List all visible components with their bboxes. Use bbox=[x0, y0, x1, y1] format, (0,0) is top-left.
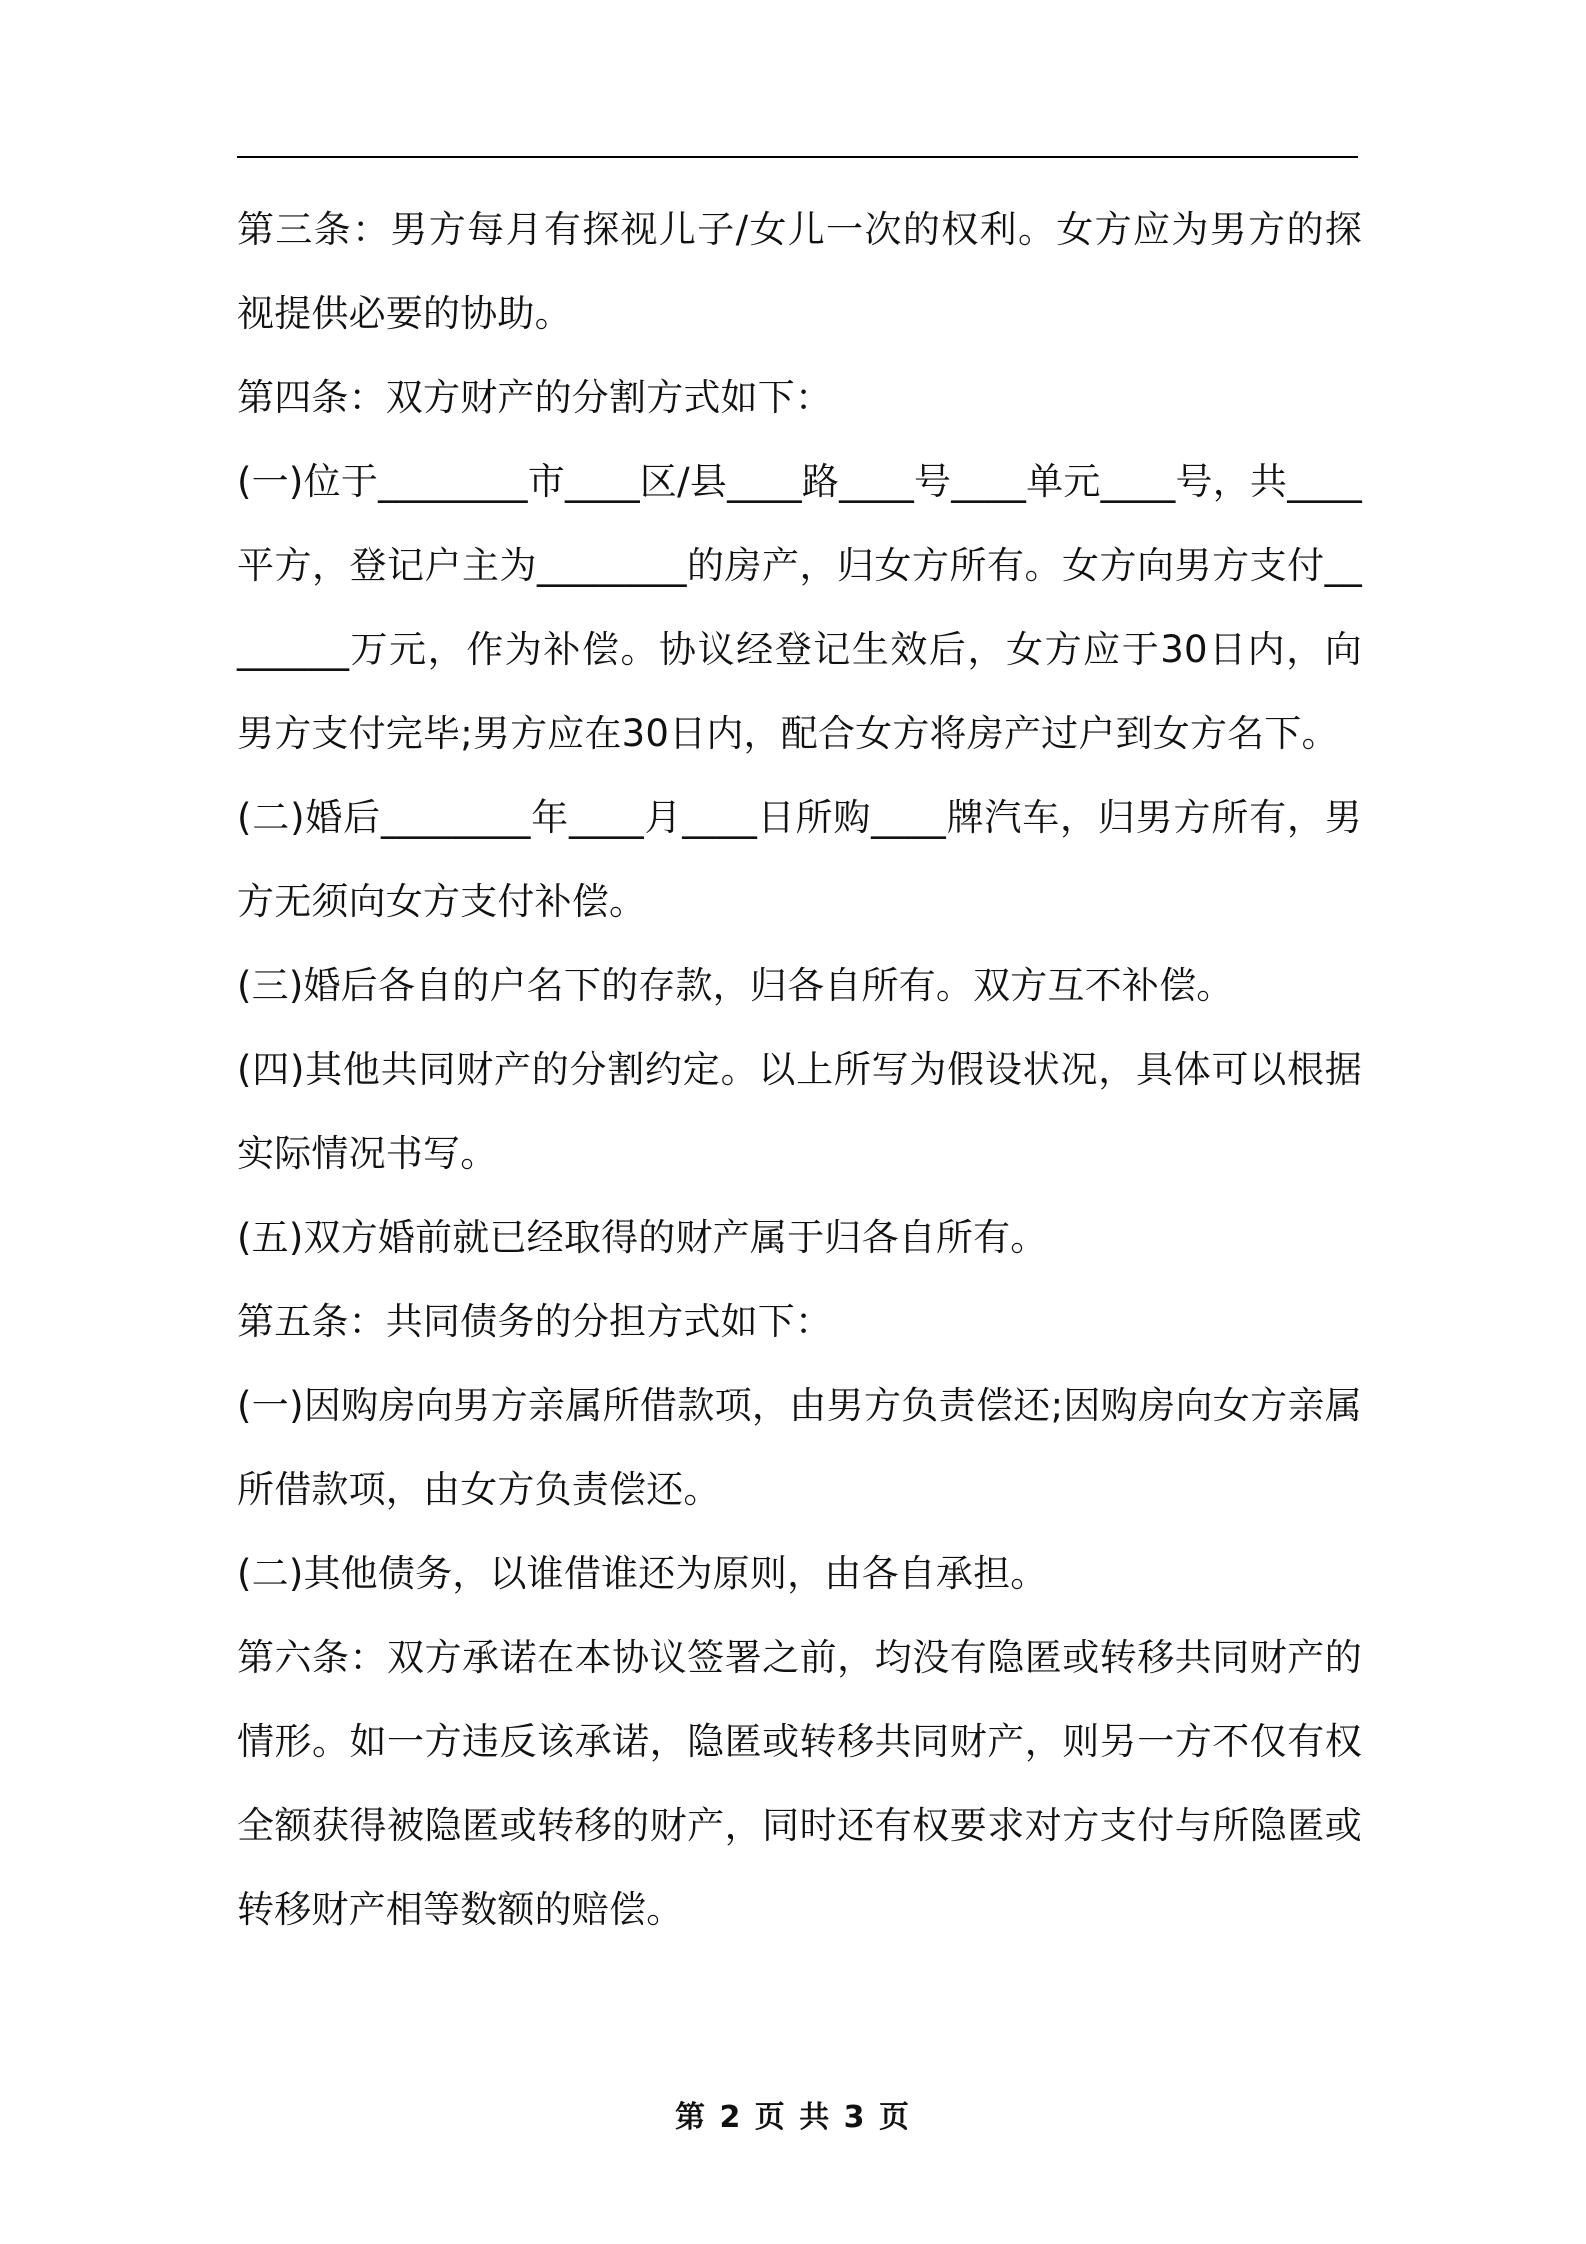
document-body bbox=[237, 188, 1362, 1952]
page-number-footer: 第 2 页 共 3 页 bbox=[675, 2100, 911, 2135]
paragraph-article-4-item-2: (二)婚后________年____月____日所购____牌汽车，归男方所有，男方无须向女方支付补偿。 bbox=[237, 796, 1362, 923]
paragraph-article-5-item-2: (二)其他债务，以谁借谁还为原则，由各自承担。 bbox=[237, 1552, 1048, 1595]
paragraph-article-5: 第五条：共同债务的分担方式如下： bbox=[237, 1300, 833, 1343]
paragraph-article-4-item-3: (三)婚后各自的户名下的存款，归各自所有。双方互不补偿。 bbox=[237, 964, 1234, 1007]
header-rule bbox=[237, 156, 1358, 158]
paragraph-article-5-item-1: (一)因购房向男方亲属所借款项，由男方负责偿还;因购房向女方亲属所借款项，由女方负责偿还。 bbox=[237, 1384, 1362, 1511]
paragraph-article-4-item-1: (一)位于________市____区/县____路____号____单元____号，共____平方，登记户主为________的房产，归女方所有。女方向男方支付________万元，作为补偿。协议经登记生效后，女方应于30日内，向男方支付完毕;男方应在30日内，配合女方将房产过户到女方名下。 bbox=[237, 460, 1362, 755]
paragraph-article-4: 第四条：双方财产的分割方式如下： bbox=[237, 376, 833, 419]
paragraph-article-6: 第六条：双方承诺在本协议签署之前，均没有隐匿或转移共同财产的情形。如一方违反该承诺，隐匿或转移共同财产，则另一方不仅有权全额获得被隐匿或转移的财产，同时还有权要求对方支付与所隐匿或转移财产相等数额的赔偿。 bbox=[237, 1636, 1362, 1931]
paragraph-article-4-item-4: (四)其他共同财产的分割约定。以上所写为假设状况，具体可以根据实际情况书写。 bbox=[237, 1048, 1362, 1175]
paragraph-article-4-item-5: (五)双方婚前就已经取得的财产属于归各自所有。 bbox=[237, 1216, 1048, 1259]
paragraph-article-3: 第三条：男方每月有探视儿子/女儿一次的权利。女方应为男方的探视提供必要的协助。 bbox=[237, 208, 1362, 335]
